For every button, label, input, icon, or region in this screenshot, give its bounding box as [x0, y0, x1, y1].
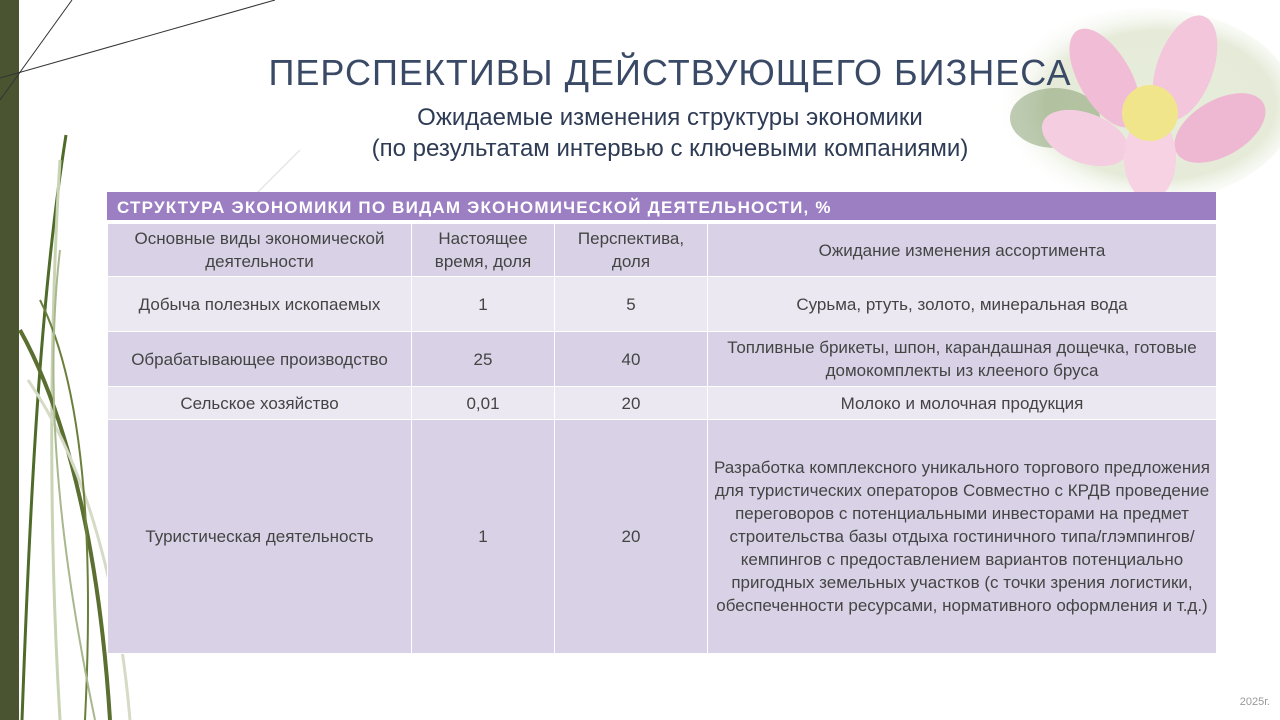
- cell-activity: Сельское хозяйство: [108, 387, 412, 420]
- page-subtitle: [300, 102, 1040, 164]
- cell-expectation: Топливные брикеты, шпон, карандашная дощечка, готовые домокомплекты из клееного бруса: [708, 332, 1217, 387]
- header-current: Настоящее время, доля: [412, 224, 555, 277]
- year-stamp: 2025г.: [1239, 696, 1270, 708]
- cell-future: 20: [555, 387, 708, 420]
- table-header-row: [108, 224, 1217, 277]
- table-caption: СТРУКТУРА ЭКОНОМИКИ ПО ВИДАМ ЭКОНОМИЧЕСКОЙ ДЕЯТЕЛЬНОСТИ, %: [107, 192, 1216, 223]
- cell-future: 40: [555, 332, 708, 387]
- cell-future: 5: [555, 277, 708, 332]
- economy-structure-table: [107, 192, 1216, 654]
- table-row: [108, 277, 1217, 332]
- cell-activity: Добыча полезных ископаемых: [108, 277, 412, 332]
- table-row: [108, 332, 1217, 387]
- table-row: [108, 387, 1217, 420]
- cell-current: 1: [412, 420, 555, 654]
- cell-activity: Туристическая деятельность: [108, 420, 412, 654]
- cell-activity: Обрабатывающее производство: [108, 332, 412, 387]
- page-title: ПЕРСПЕКТИВЫ ДЕЙСТВУЮЩЕГО БИЗНЕСА: [268, 52, 1072, 93]
- cell-current: 1: [412, 277, 555, 332]
- left-accent-bar: [0, 0, 19, 720]
- cell-expectation: Молоко и молочная продукция: [708, 387, 1217, 420]
- header-expectation: Ожидание изменения ассортимента: [708, 224, 1217, 277]
- subtitle-line-1: Ожидаемые изменения структуры экономики: [417, 104, 923, 131]
- cell-current: 0,01: [412, 387, 555, 420]
- table-row: [108, 420, 1217, 654]
- header-future: Перспектива, доля: [555, 224, 708, 277]
- cell-expectation: Разработка комплексного уникального торгового предложения для туристических операторов Совместно с КРДВ проведение переговоров с потенциальными инвесторами на предмет строительства базы отдыха гостиничного типа/глэмпингов/кемпингов с предоставлением вариантов потенциально пригодных земельных участков (с точки зрения логистики, обеспеченности ресурсами, нормативного оформления и т.д.): [708, 420, 1217, 654]
- cell-expectation: Сурьма, ртуть, золото, минеральная вода: [708, 277, 1217, 332]
- cell-future: 20: [555, 420, 708, 654]
- header-activity: Основные виды экономической деятельности: [108, 224, 412, 277]
- subtitle-line-2: (по результатам интервью с ключевыми компаниями): [371, 135, 969, 162]
- cell-current: 25: [412, 332, 555, 387]
